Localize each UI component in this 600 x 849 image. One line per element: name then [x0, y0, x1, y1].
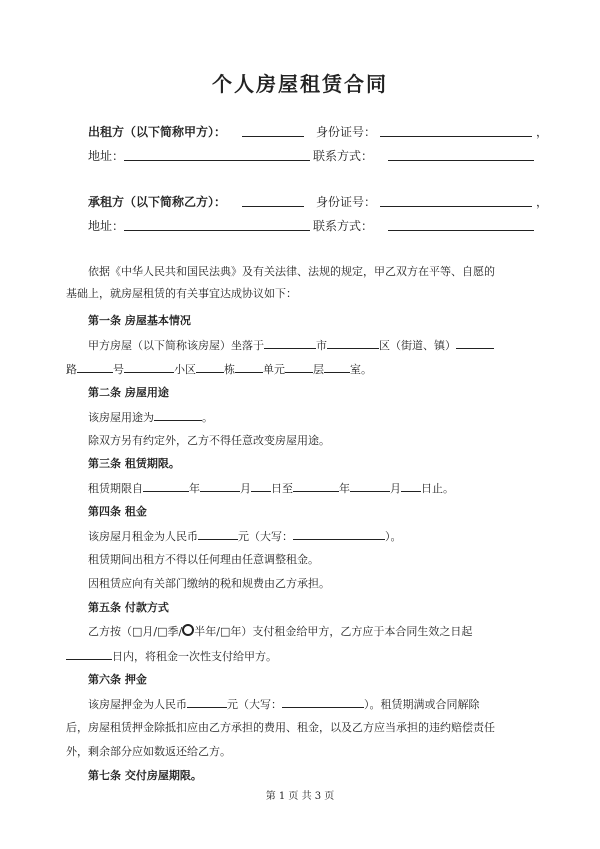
tenant-name-blank[interactable]	[242, 206, 304, 207]
article-4-heading: 第四条 租金	[88, 505, 147, 518]
tenant-contact-blank[interactable]	[388, 230, 534, 231]
tenant-address-label: 地址：	[88, 219, 125, 233]
article-1-line-1: 甲方房屋（以下简称该房屋）坐落于 市 区（街道、镇）	[88, 336, 494, 353]
tenant-comma: ，	[536, 195, 549, 209]
landlord-contact-label: 联系方式：	[313, 149, 374, 163]
article-6-line-1: 该房屋押金为人民币 元（大写： ）。租赁期满或合同解除	[88, 695, 480, 712]
option-half-year[interactable]: 半年/	[194, 625, 220, 638]
page-title: 个人房屋租赁合同	[212, 72, 388, 96]
article-5-heading: 第五条 付款方式	[88, 601, 169, 614]
payment-days-blank[interactable]	[66, 647, 112, 660]
article-7-heading: 第七条 交付房屋期限。	[88, 769, 202, 782]
landlord-name-blank[interactable]	[242, 136, 304, 137]
start-year-blank[interactable]	[143, 479, 189, 492]
start-month-blank[interactable]	[200, 479, 240, 492]
article-5-line-2: 日内，将租金一次性支付给甲方。	[66, 647, 277, 664]
monthly-rent-blank[interactable]	[198, 527, 238, 540]
tenant-id-label: 身份证号：	[316, 195, 377, 209]
article-4-line-3: 因租赁应向有关部门缴纳的税和规费由乙方承担。	[88, 577, 330, 590]
article-2-heading: 第二条 房屋用途	[88, 386, 169, 399]
floor-blank[interactable]	[324, 360, 350, 373]
building-blank[interactable]	[235, 360, 263, 373]
landlord-id-blank[interactable]	[380, 136, 532, 137]
article-6-line-3: 外，剩余部分应如数返还给乙方。	[66, 745, 231, 758]
option-year[interactable]: □年）	[219, 625, 253, 638]
end-month-blank[interactable]	[350, 479, 390, 492]
article-1-line-2: 路 号 小区 栋 单元 层 室。	[66, 360, 372, 377]
article-5-line-1: 乙方按（□月/□季/ 半年/□年）支付租金给甲方，乙方应于本合同生效之日起	[88, 625, 473, 638]
intro-line-2: 基础上，就房屋租赁的有关事宜达成协议如下：	[66, 287, 297, 300]
street-blank[interactable]	[456, 336, 494, 349]
number-blank[interactable]	[124, 360, 174, 373]
city-blank[interactable]	[264, 336, 316, 349]
end-year-blank[interactable]	[293, 479, 339, 492]
article-2-line-2: 除双方另有约定外，乙方不得任意改变房屋用途。	[88, 434, 330, 447]
tenant-label: 承租方（以下简称乙方）：	[88, 195, 227, 209]
tenant-contact-label: 联系方式：	[313, 219, 374, 233]
article-4-line-2: 租赁期间出租方不得以任何理由任意调整租金。	[88, 553, 319, 566]
tenant-address-blank[interactable]	[124, 230, 310, 231]
landlord-id-label: 身份证号：	[316, 125, 377, 139]
deposit-words-blank[interactable]	[282, 695, 364, 708]
option-quarter[interactable]: □季/	[157, 625, 183, 638]
monthly-rent-words-blank[interactable]	[293, 527, 385, 540]
end-day-blank[interactable]	[401, 479, 421, 492]
intro-line-1: 依据《中华人民共和国民法典》及有关法律、法规的规定，甲乙双方在平等、自愿的	[88, 265, 495, 278]
usage-blank[interactable]	[154, 408, 202, 421]
community-blank[interactable]	[196, 360, 224, 373]
option-month[interactable]: □月/	[132, 625, 158, 638]
article-3-line-1: 租赁期限自 年 月 日至 年 月 日止。	[88, 479, 454, 496]
tenant-id-blank[interactable]	[380, 206, 532, 207]
landlord-address-blank[interactable]	[124, 160, 310, 161]
landlord-address-label: 地址：	[88, 149, 125, 163]
selected-radio-icon[interactable]	[182, 624, 194, 636]
deposit-blank[interactable]	[187, 695, 227, 708]
landlord-contact-blank[interactable]	[388, 160, 534, 161]
article-4-line-1: 该房屋月租金为人民币 元（大写： ）。	[88, 527, 402, 544]
article-2-line-1: 该房屋用途为 。	[88, 408, 213, 425]
road-blank[interactable]	[77, 360, 113, 373]
article-3-heading: 第三条 租赁期限。	[88, 457, 180, 470]
article-6-heading: 第六条 押金	[88, 673, 147, 686]
landlord-comma: ，	[536, 125, 549, 139]
article-1-heading: 第一条 房屋基本情况	[88, 314, 191, 327]
district-blank[interactable]	[327, 336, 379, 349]
landlord-label: 出租方（以下简称甲方）：	[88, 125, 227, 139]
unit-blank[interactable]	[285, 360, 313, 373]
page-number: 第 1 页 共 3 页	[265, 791, 335, 802]
article-6-line-2: 后，房屋租赁押金除抵扣应由乙方承担的费用、租金，以及乙方应当承担的违约赔偿责任	[66, 721, 495, 734]
start-day-blank[interactable]	[251, 479, 271, 492]
